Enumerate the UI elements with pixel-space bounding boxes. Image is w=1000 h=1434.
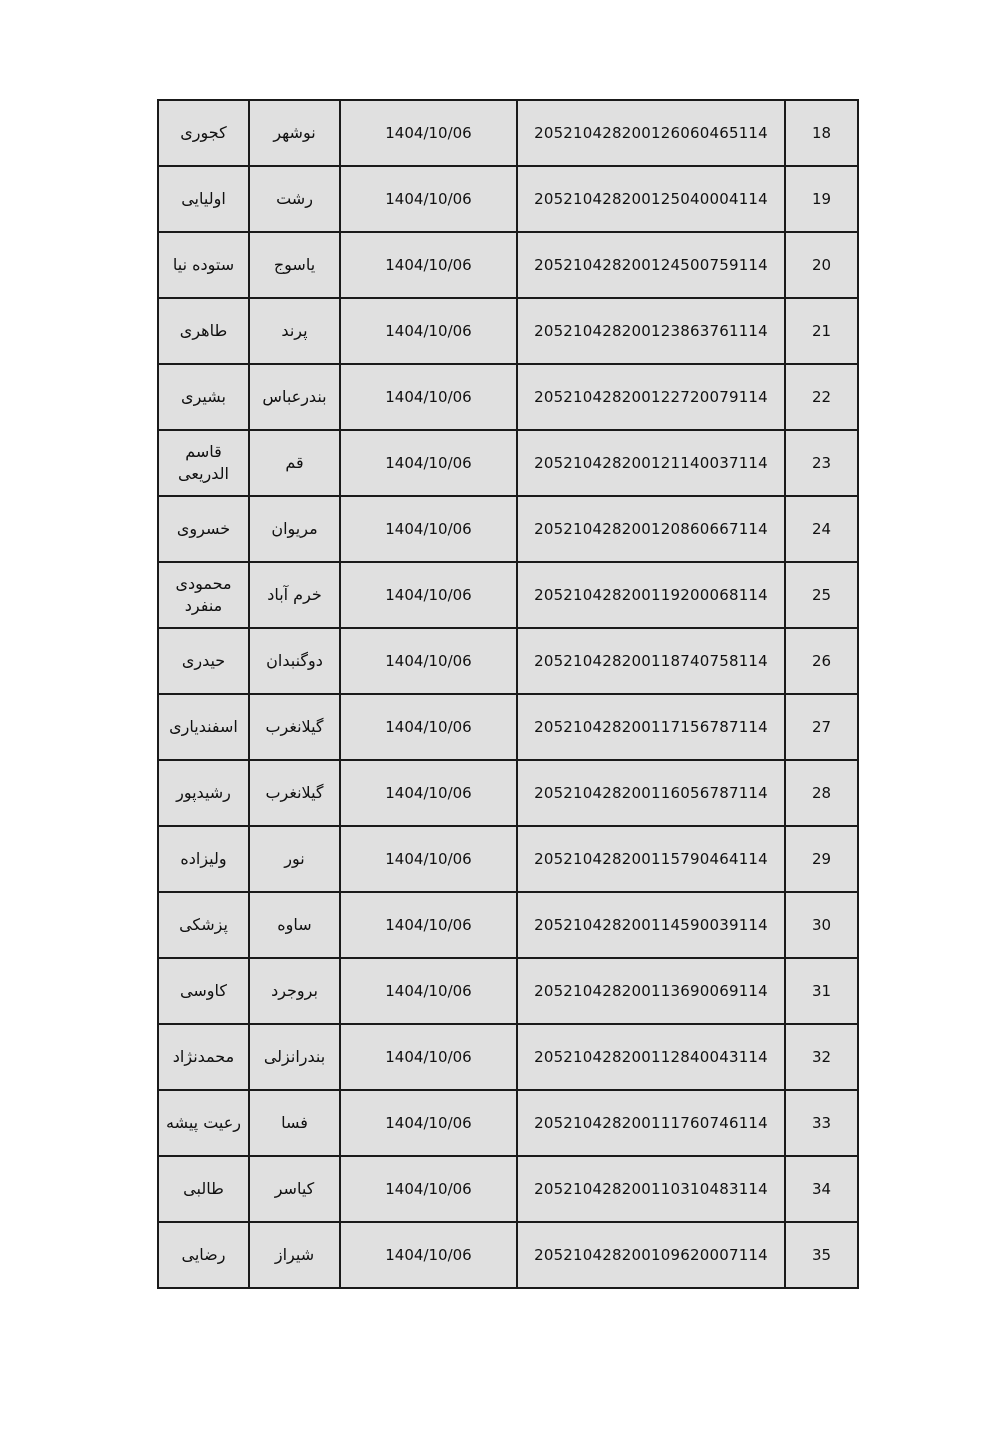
city-cell: گیلانغرب — [249, 694, 340, 760]
table-row — [158, 232, 858, 298]
date-cell: 1404/10/06 — [340, 1090, 517, 1156]
city-cell: گیلانغرب — [249, 760, 340, 826]
table-row — [158, 562, 858, 628]
table-row — [158, 298, 858, 364]
row-number-cell: 24 — [785, 496, 858, 562]
date-cell: 1404/10/06 — [340, 958, 517, 1024]
date-cell: 1404/10/06 — [340, 364, 517, 430]
city-cell: بندرانزلی — [249, 1024, 340, 1090]
row-number-cell: 34 — [785, 1156, 858, 1222]
city-cell: کیاسر — [249, 1156, 340, 1222]
city-cell: دوگنبدان — [249, 628, 340, 694]
table-row — [158, 364, 858, 430]
surname-cell: رشیدپور — [158, 760, 249, 826]
table-row — [158, 100, 858, 166]
date-cell: 1404/10/06 — [340, 1156, 517, 1222]
row-number-cell: 30 — [785, 892, 858, 958]
date-cell: 1404/10/06 — [340, 166, 517, 232]
row-number-cell: 21 — [785, 298, 858, 364]
table-row — [158, 1156, 858, 1222]
date-cell: 1404/10/06 — [340, 1222, 517, 1288]
date-cell: 1404/10/06 — [340, 826, 517, 892]
date-cell: 1404/10/06 — [340, 892, 517, 958]
table-row — [158, 1090, 858, 1156]
city-cell: نوشهر — [249, 100, 340, 166]
row-number-cell: 25 — [785, 562, 858, 628]
table-row — [158, 760, 858, 826]
tracking-number-cell: 205210428200112840043114 — [517, 1024, 785, 1090]
date-cell: 1404/10/06 — [340, 694, 517, 760]
surname-cell: ولیزاده — [158, 826, 249, 892]
surname-cell: کاوسی — [158, 958, 249, 1024]
table-row — [158, 1024, 858, 1090]
date-cell: 1404/10/06 — [340, 562, 517, 628]
date-cell: 1404/10/06 — [340, 298, 517, 364]
surname-cell: رضایی — [158, 1222, 249, 1288]
tracking-number-cell: 205210428200125040004114 — [517, 166, 785, 232]
surname-cell: طاهری — [158, 298, 249, 364]
table-row — [158, 166, 858, 232]
tracking-number-cell: 205210428200116056787114 — [517, 760, 785, 826]
tracking-number-cell: 205210428200119200068114 — [517, 562, 785, 628]
surname-cell: خسروی — [158, 496, 249, 562]
row-number-cell: 32 — [785, 1024, 858, 1090]
table-row — [158, 958, 858, 1024]
date-cell: 1404/10/06 — [340, 232, 517, 298]
surname-cell: پزشکی — [158, 892, 249, 958]
surname-cell: کجوری — [158, 100, 249, 166]
date-cell: 1404/10/06 — [340, 496, 517, 562]
tracking-number-cell: 205210428200123863761114 — [517, 298, 785, 364]
surname-cell: ستوده نیا — [158, 232, 249, 298]
surname-cell: محمودی منفرد — [158, 562, 249, 628]
tracking-number-cell: 205210428200114590039114 — [517, 892, 785, 958]
records-table-body — [158, 100, 858, 1288]
table-row — [158, 892, 858, 958]
tracking-number-cell: 205210428200117156787114 — [517, 694, 785, 760]
row-number-cell: 19 — [785, 166, 858, 232]
table-row — [158, 826, 858, 892]
row-number-cell: 20 — [785, 232, 858, 298]
city-cell: بندرعباس — [249, 364, 340, 430]
table-row — [158, 496, 858, 562]
surname-cell: اولیایی — [158, 166, 249, 232]
tracking-number-cell: 205210428200120860667114 — [517, 496, 785, 562]
tracking-number-cell: 205210428200110310483114 — [517, 1156, 785, 1222]
tracking-number-cell: 205210428200124500759114 — [517, 232, 785, 298]
tracking-number-cell: 205210428200115790464114 — [517, 826, 785, 892]
tracking-number-cell: 205210428200122720079114 — [517, 364, 785, 430]
date-cell: 1404/10/06 — [340, 100, 517, 166]
tracking-number-cell: 205210428200109620007114 — [517, 1222, 785, 1288]
table-row — [158, 1222, 858, 1288]
city-cell: پرند — [249, 298, 340, 364]
table-row — [158, 430, 858, 496]
city-cell: مریوان — [249, 496, 340, 562]
table-row — [158, 694, 858, 760]
date-cell: 1404/10/06 — [340, 760, 517, 826]
surname-cell: محمدنژاد — [158, 1024, 249, 1090]
tracking-number-cell: 205210428200121140037114 — [517, 430, 785, 496]
city-cell: قم — [249, 430, 340, 496]
city-cell: یاسوج — [249, 232, 340, 298]
tracking-number-cell: 205210428200118740758114 — [517, 628, 785, 694]
row-number-cell: 35 — [785, 1222, 858, 1288]
city-cell: نور — [249, 826, 340, 892]
row-number-cell: 27 — [785, 694, 858, 760]
date-cell: 1404/10/06 — [340, 628, 517, 694]
row-number-cell: 23 — [785, 430, 858, 496]
row-number-cell: 31 — [785, 958, 858, 1024]
row-number-cell: 18 — [785, 100, 858, 166]
city-cell: خرم آباد — [249, 562, 340, 628]
row-number-cell: 29 — [785, 826, 858, 892]
surname-cell: قاسم الدریعی — [158, 430, 249, 496]
city-cell: فسا — [249, 1090, 340, 1156]
row-number-cell: 33 — [785, 1090, 858, 1156]
surname-cell: طالبی — [158, 1156, 249, 1222]
records-table — [157, 99, 859, 1289]
row-number-cell: 28 — [785, 760, 858, 826]
city-cell: شیراز — [249, 1222, 340, 1288]
row-number-cell: 22 — [785, 364, 858, 430]
surname-cell: حیدری — [158, 628, 249, 694]
surname-cell: رعیت پیشه — [158, 1090, 249, 1156]
date-cell: 1404/10/06 — [340, 1024, 517, 1090]
tracking-number-cell: 205210428200111760746114 — [517, 1090, 785, 1156]
surname-cell: بشیری — [158, 364, 249, 430]
surname-cell: اسفندیاری — [158, 694, 249, 760]
table-row — [158, 628, 858, 694]
tracking-number-cell: 205210428200126060465114 — [517, 100, 785, 166]
city-cell: بروجرد — [249, 958, 340, 1024]
city-cell: ساوه — [249, 892, 340, 958]
date-cell: 1404/10/06 — [340, 430, 517, 496]
city-cell: رشت — [249, 166, 340, 232]
tracking-number-cell: 205210428200113690069114 — [517, 958, 785, 1024]
row-number-cell: 26 — [785, 628, 858, 694]
